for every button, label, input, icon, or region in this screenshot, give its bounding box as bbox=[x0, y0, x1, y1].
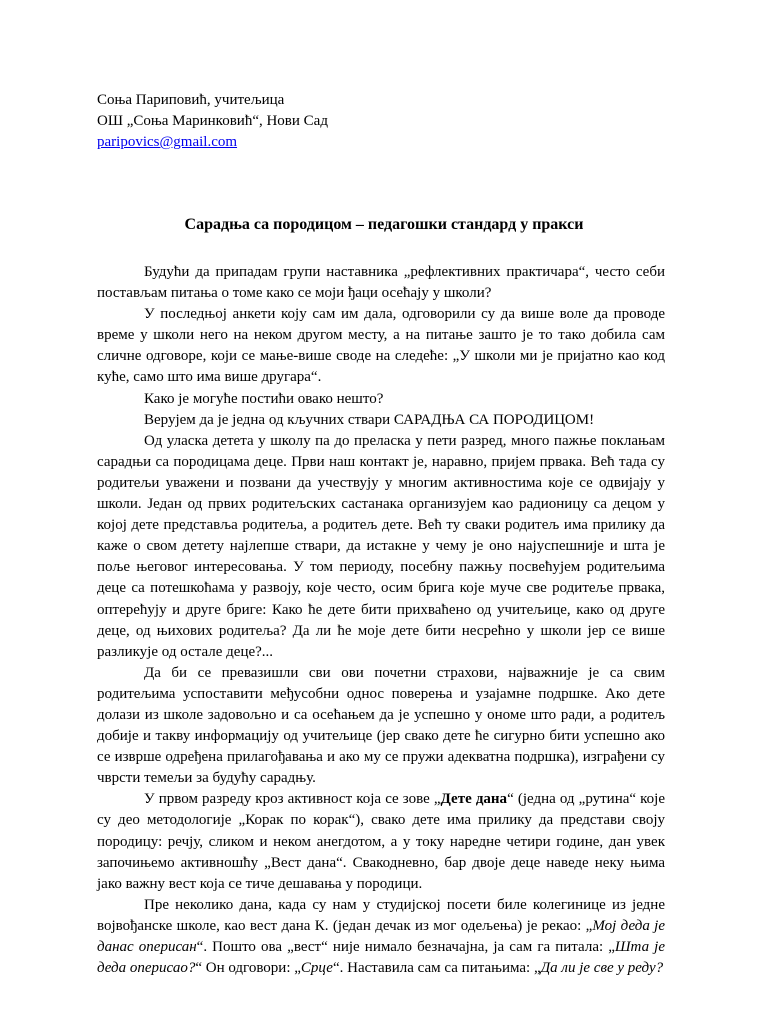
document-body bbox=[97, 262, 665, 979]
paragraph-6: Да би се превазишли сви ови почетни страхови, најважније је са свим родитељима успоставити међусобни однос поверења и узајамне подршке. Ако дете долази из школе задовољно и са осећањем да је успешно у ономе што ради, а родитељ добије и такву информацију од учитељице (јер свако дете ће сигурно бити успешно ако се изврше одређена прилагођавања и ако му се пружи адекватна подршка), изграђени су чврсти темељи за будућу сарадњу. bbox=[97, 664, 665, 787]
paragraph-8-italic: Срце bbox=[300, 960, 333, 977]
paragraph-8-text: Пре неколико дана, када су нам у студијској посети биле колегинице из једне војвођанске школе, као вест дана К. (један дечак из мог одељења) је рекао: „ bbox=[97, 896, 665, 934]
author-name: Соња Париповић, учитељица bbox=[97, 92, 285, 108]
paragraph-2: У последњој анкети коју сам им дала, одговорили су да више воле да проводе време у школи него на неком другом месту, а на питање зашто је то тако добила сам сличне одговоре, који се мање-више своде на следеће: „У школи ми је пријатно као код куће, само што има више другара“. bbox=[97, 306, 665, 386]
paragraph-8-italic: Да ли је све у реду? bbox=[540, 960, 664, 977]
paragraph-8-text: “. Наставила сам са питањима: „ bbox=[332, 960, 541, 977]
author-email-link[interactable]: paripovics@gmail.com bbox=[97, 134, 238, 150]
paragraph-7-text: “ (једна од „рутина“ које су део методологије „Корак по корак“), свако дете има прилику да представи своју породицу: речју, сликом и неком анегдотом, а у току наредне четири године, дан увек започињемо активношћу „Вест дана“. Свакодневно, бар двоје деце наведе неку њима јако важну вест која се тиче дешавања у породици. bbox=[97, 791, 665, 892]
paragraph-8 bbox=[97, 895, 665, 979]
paragraph-5: Од уласка детета у школу па до преласка у пети разред, много пажње поклањам сарадњи са породицама деце. Први наш контакт је, наравно, пријем првака. Већ тада су родитељи уважени и позвани да учествују у многим активностима које се одвијају у школи. Један од првих родитељских састанака организујем као радионицу са децом у којој дете представља родитеља, а родитељ дете. Већ ту сваки родитељ има прилику да каже о свом детету најлепше ствари, да истакне у чему је оно најуспешније и шта је поље његовог интересовања. У том периоду, посебну пажњу посвећујем родитељима деце са потешкоћама у развоју, које често, осим брига које муче све родитеље првака, оптерећују и друге бриге: Како ће дете бити прихваћено од учитељице, како од друге деце, од њихових родитеља? Да ли ће моје дете бити несрећно у школи јер се више разликује од остале деце?... bbox=[97, 432, 665, 660]
paragraph-7-text: У првом разреду кроз активност која се зове „ bbox=[144, 791, 441, 808]
paragraph-4: Верујем да је једна од кључних ствари САРАДЊА СА ПОРОДИЦОМ! bbox=[144, 411, 595, 428]
paragraph-8-text: “ Он одговори: „ bbox=[195, 960, 301, 977]
author-school: ОШ „Соња Маринковић“, Нови Сад bbox=[97, 113, 328, 129]
paragraph-1: Будући да припадам групи наставника „рефлективних практичара“, често себи постављам питања о томе како се моји ђаци осећају у школи? bbox=[97, 264, 665, 302]
paragraph-7 bbox=[97, 789, 665, 894]
paragraph-8-text: “. Пошто ова „вест“ није нимало безначајна, ја сам га питала: „ bbox=[196, 939, 615, 955]
paragraph-3: Како је могуће постићи овако нешто? bbox=[144, 390, 384, 407]
paragraph-8-italic: Мој деда је данас оперисан bbox=[97, 917, 666, 955]
document-title: Сарадња са породицом – педагошки стандард у пракси bbox=[184, 216, 584, 233]
paragraph-7-bold: Дете дана bbox=[440, 791, 508, 808]
paragraph-8-italic: Шта је деда оперисао? bbox=[97, 939, 665, 977]
author-block bbox=[97, 90, 328, 153]
